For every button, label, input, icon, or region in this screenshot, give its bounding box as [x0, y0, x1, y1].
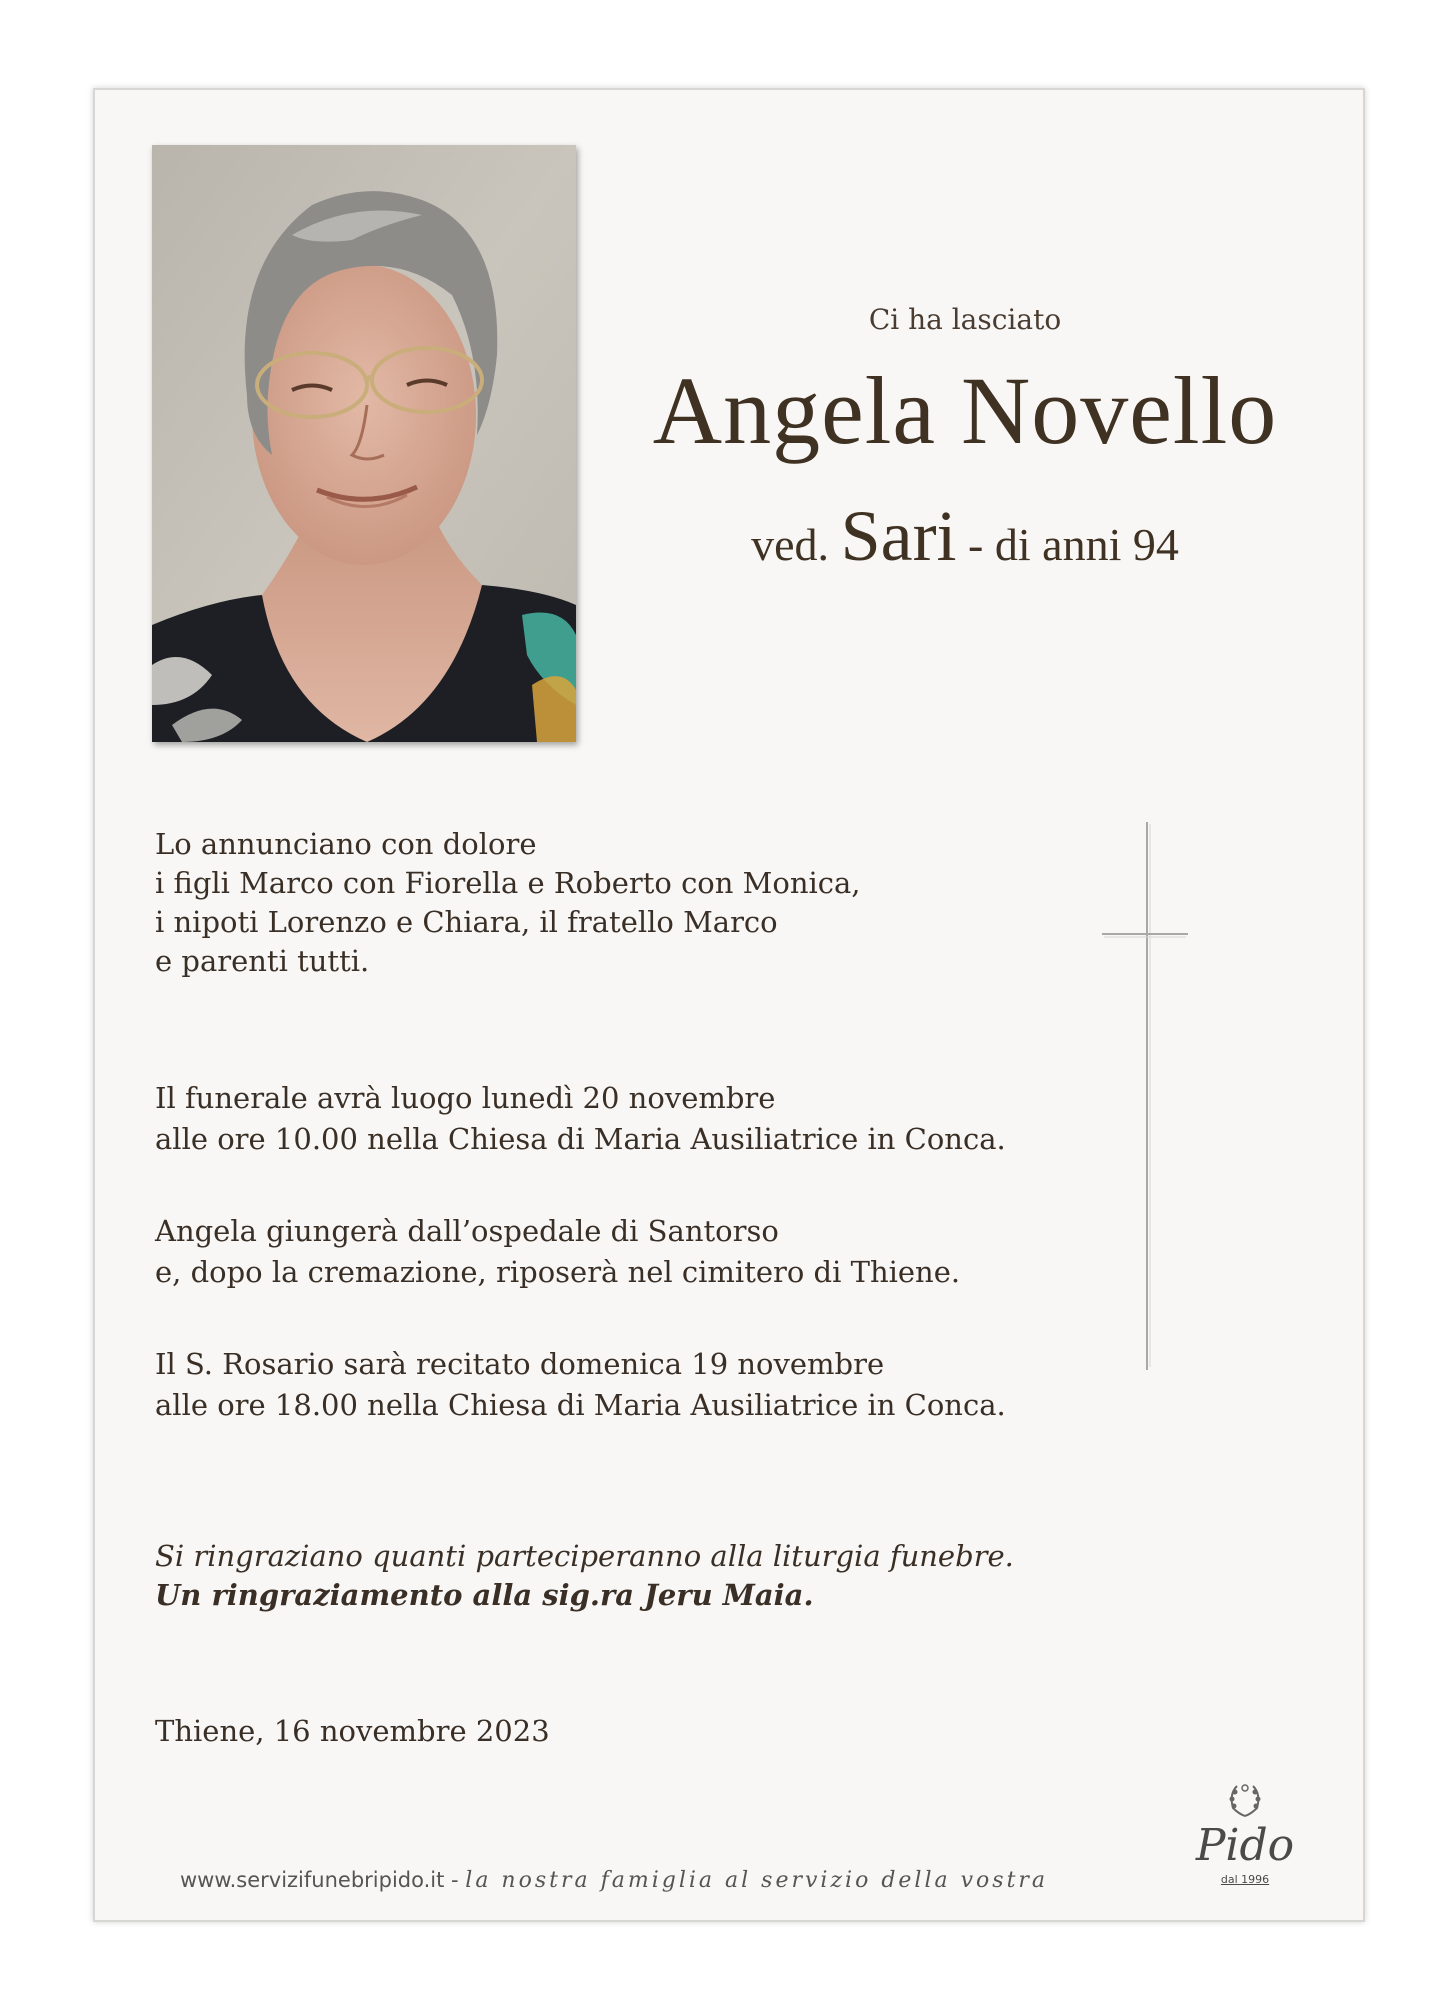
announcement-line: i figli Marco con Fiorella e Roberto con Monica,: [155, 866, 861, 900]
widow-prefix: ved.: [751, 519, 830, 570]
logo-since: dal 1996: [1220, 1873, 1270, 1886]
wreath-icon: [1185, 1778, 1305, 1822]
footer-motto: la nostra famiglia al servizio della vostra: [465, 1868, 1049, 1893]
logo-name: Pido: [1195, 1820, 1295, 1871]
thanks-line-2: Un ringraziamento alla sig.ra Jeru Maia.: [155, 1578, 814, 1612]
arrival-line: e, dopo la cremazione, riposerà nel cimitero di Thiene.: [155, 1255, 961, 1289]
cross-icon: [1100, 822, 1190, 1372]
place-date: Thiene, 16 novembre 2023: [155, 1714, 550, 1748]
deceased-name: Angela Novello: [652, 357, 1278, 464]
announcement-line: Lo annunciano con dolore: [155, 827, 537, 861]
thanks-line-1: Si ringraziano quanti parteciperanno alla liturgia funebre.: [155, 1539, 1014, 1573]
pido-logo: [1185, 1778, 1305, 1893]
rosary-block: [155, 1344, 1005, 1426]
subline: [600, 495, 1330, 578]
footer-separator: -: [444, 1868, 466, 1892]
header: [600, 0, 1330, 600]
maiden-name: Sari: [840, 496, 957, 576]
funeral-block: [155, 1078, 1005, 1160]
rosary-line: alle ore 18.00 nella Chiesa di Maria Ausiliatrice in Conca.: [155, 1388, 1006, 1422]
footer: [180, 1868, 1048, 1893]
website-link[interactable]: www.servizifunebripido.it: [180, 1868, 445, 1892]
place-date-block: [155, 1712, 1005, 1751]
arrival-line: Angela giungerà dall’ospedale di Santorso: [155, 1214, 779, 1248]
announcement-block: [155, 825, 1005, 981]
thanks-block: [155, 1537, 1014, 1615]
pre-title: Ci ha lasciato: [868, 303, 1062, 336]
arrival-block: [155, 1211, 1005, 1293]
announcement-line: i nipoti Lorenzo e Chiara, il fratello Marco: [155, 905, 778, 939]
announcement-line: e parenti tutti.: [155, 944, 370, 978]
rosary-line: Il S. Rosario sarà recitato domenica 19 novembre: [155, 1347, 885, 1381]
portrait-photo: [152, 145, 576, 742]
funeral-line: Il funerale avrà luogo lunedì 20 novembre: [155, 1081, 776, 1115]
age-text: - di anni 94: [968, 519, 1179, 570]
funeral-line: alle ore 10.00 nella Chiesa di Maria Ausiliatrice in Conca.: [155, 1122, 1006, 1156]
